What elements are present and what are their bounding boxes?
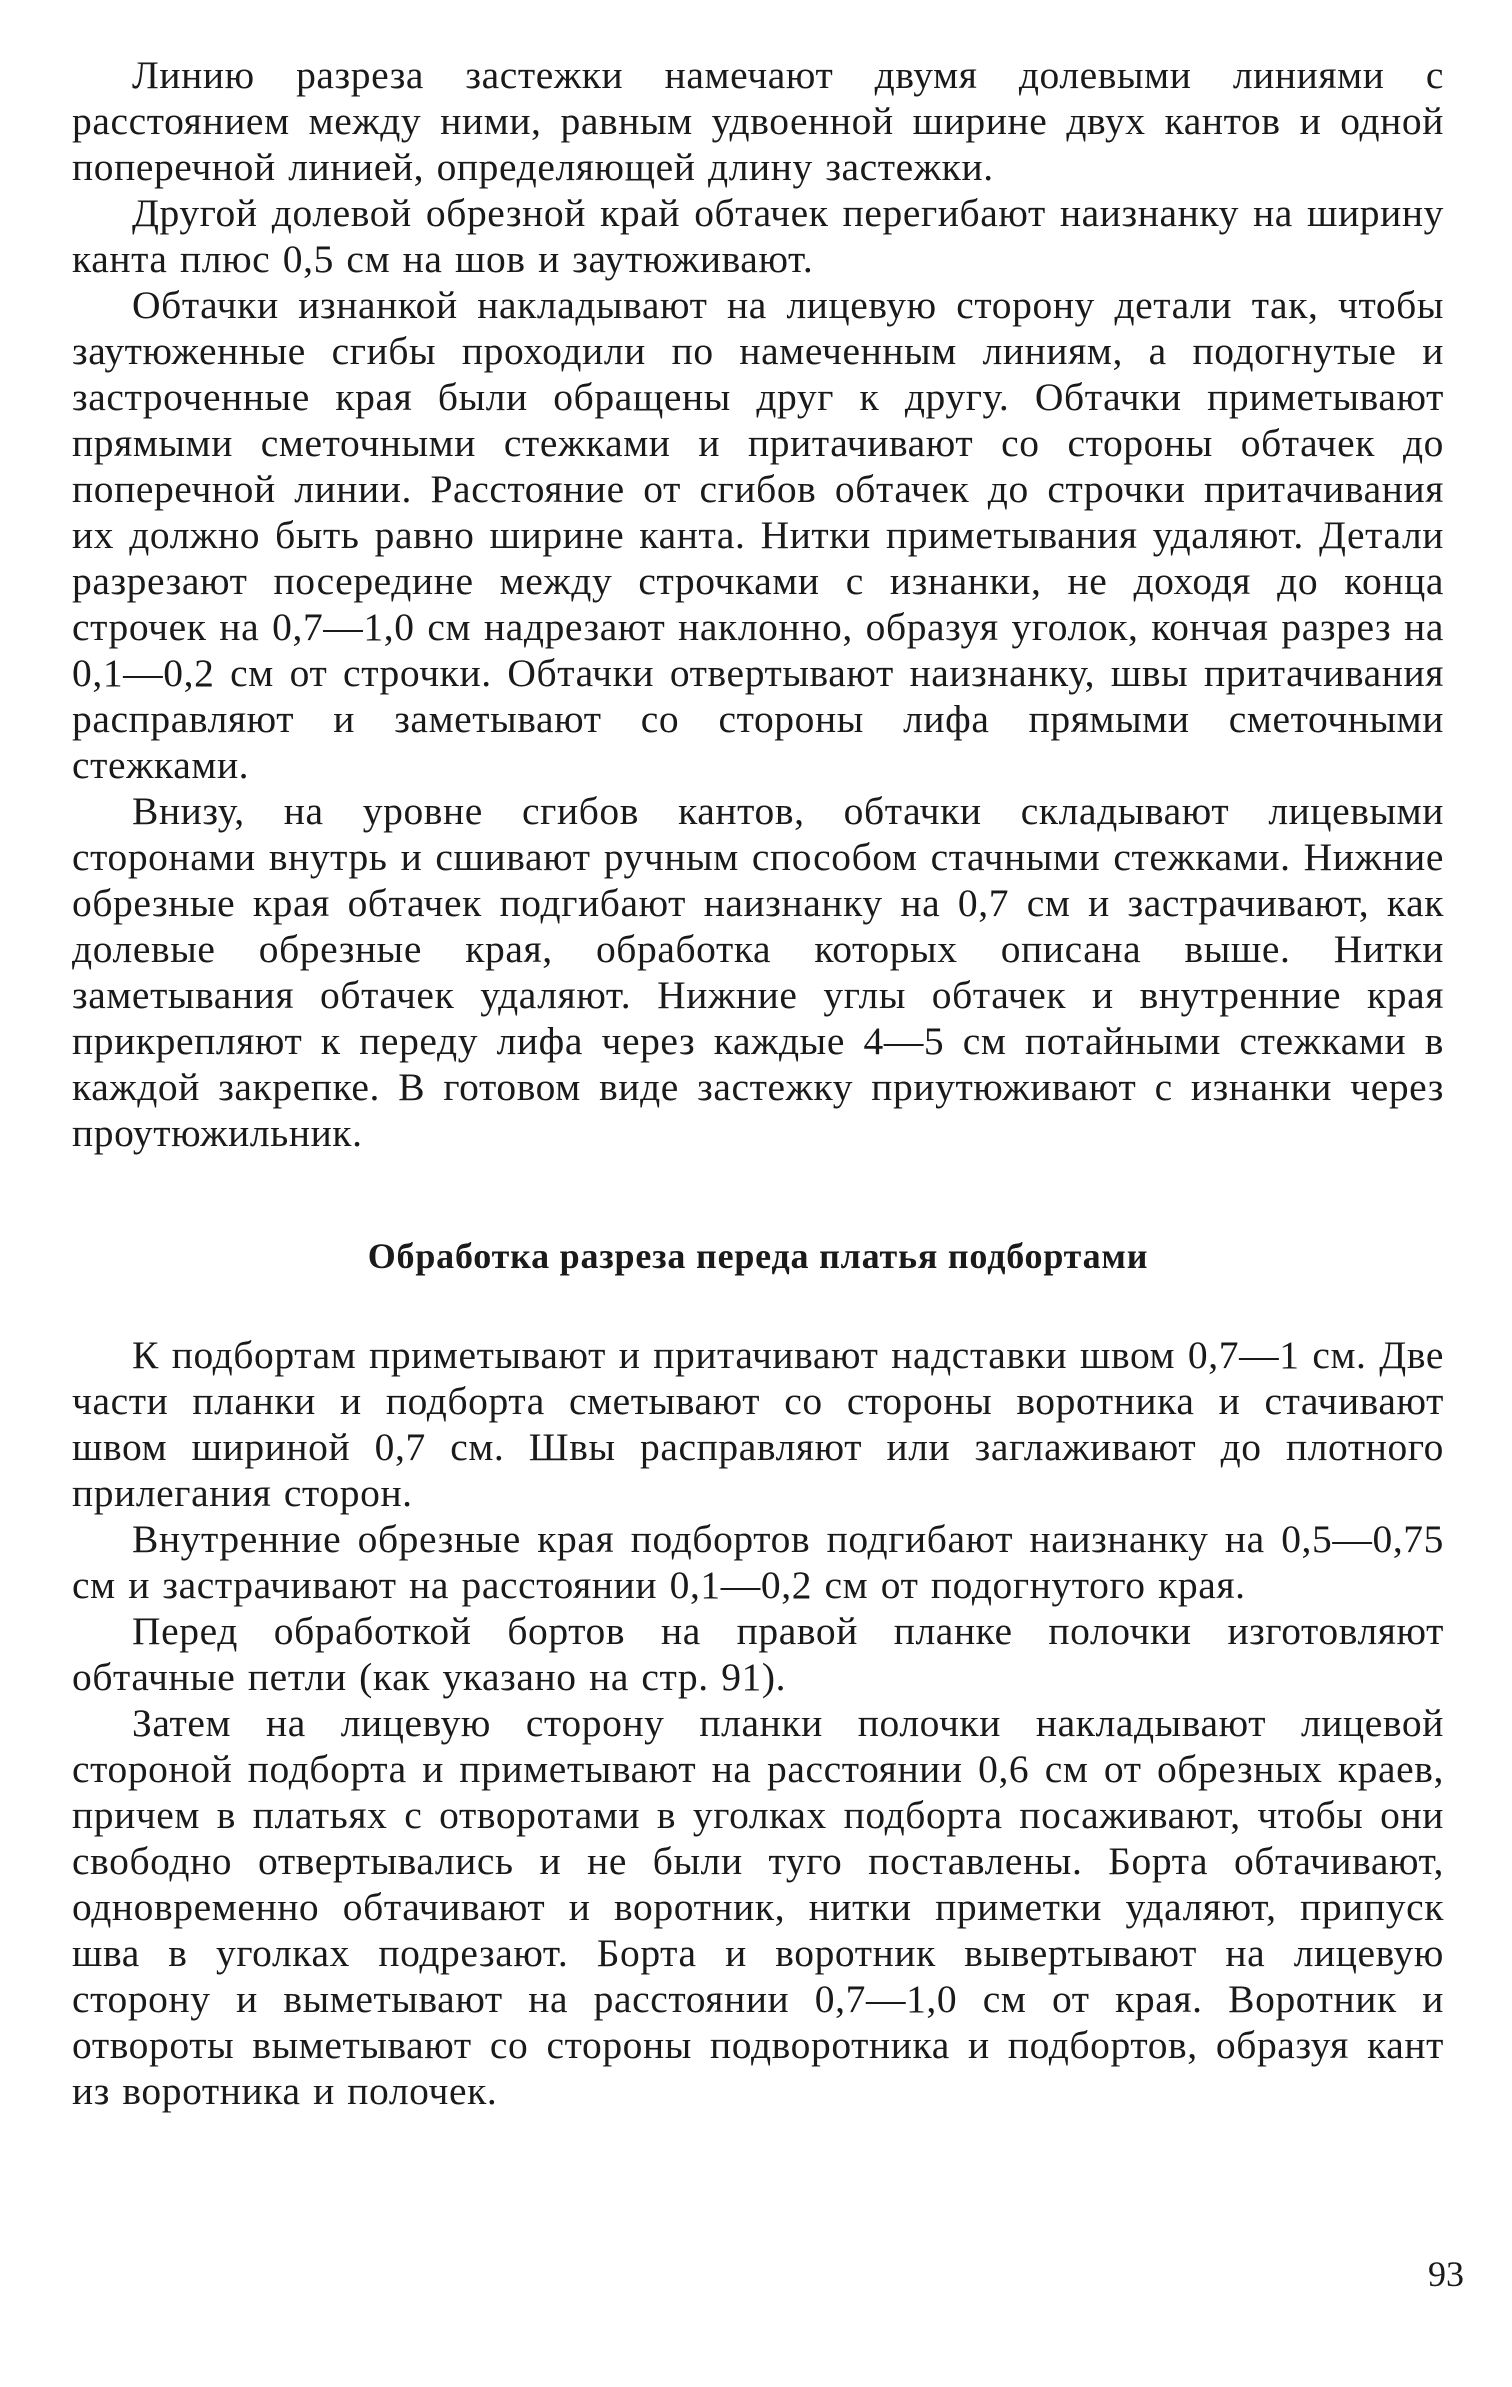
- paragraph: К подбортам приметывают и притачивают надставки швом 0,7—1 см. Две части планки и подборта сметывают со стороны воротника и стачивают швом шириной 0,7 см. Швы расправляют или заглаживают до плотного прилегания сторон.: [72, 1333, 1444, 1515]
- paragraph: Перед обработкой бортов на правой планке полочки изготовляют обтачные петли (как указано на стр. 91).: [72, 1609, 1444, 1699]
- paragraph: Линию разреза застежки намечают двумя долевыми линиями с расстоянием между ними, равным удвоенной ширине двух кантов и одной поперечной линией, определяющей длину застежки.: [72, 53, 1444, 189]
- paragraph: Внутренние обрезные края подбортов подгибают наизнанку на 0,5—0,75 см и застрачивают на расстоянии 0,1—0,2 см от подогнутого края.: [72, 1517, 1444, 1607]
- paragraph: Другой долевой обрезной край обтачек перегибают наизнанку на ширину канта плюс 0,5 см на шов и заутюживают.: [72, 191, 1444, 281]
- paragraph: Обтачки изнанкой накладывают на лицевую сторону детали так, чтобы заутюженные сгибы проходили по намеченным линиям, а подогнутые и застроченные края были обращены друг к другу. Обтачки приметывают прямыми сметочными стежками и притачивают со стороны обтачек до поперечной линии. Расстояние от сгибов обтачек до строчки притачивания их должно быть равно ширине канта. Нитки приметывания удаляют. Детали разрезают посередине между строчками с изнанки, не доходя до конца строчек на 0,7—1,0 см надрезают наклонно, образуя уголок, кончая разрез на 0,1—0,2 см от строчки. Обтачки отвертывают наизнанку, швы притачивания расправляют и заметывают со стороны лифа прямыми сметочными стежками.: [72, 283, 1444, 787]
- paragraph: Внизу, на уровне сгибов кантов, обтачки складывают лицевыми сторонами внутрь и сшивают ручным способом стачными стежками. Нижние обрезные края обтачек подгибают наизнанку на 0,7 см и застрачивают, как долевые обрезные края, обработка которых описана выше. Нитки заметывания обтачек удаляют. Нижние углы обтачек и внутренние края прикрепляют к переду лифа через каждые 4—5 см потайными стежками в каждой закрепке. В готовом виде застежку приутюживают с изнанки через проутюжильник.: [72, 789, 1444, 1155]
- section-heading: Обработка разреза переда платья подбортами: [367, 1236, 1149, 1276]
- page-number: 93: [1428, 2254, 1464, 2294]
- paragraph: Затем на лицевую сторону планки полочки накладывают лицевой стороной подборта и приметывают на расстоянии 0,6 см от обрезных краев, причем в платьях с отворотами в уголках подборта посаживают, чтобы они свободно отвертывались и не были туго поставлены. Борта обтачивают, одновременно обтачивают и воротник, нитки приметки удаляют, припуск шва в уголках подрезают. Борта и воротник вывертывают на лицевую сторону и выметывают на расстоянии 0,7—1,0 см от края. Воротник и отвороты выметывают со стороны подворотника и подбортов, образуя кант из воротника и полочек.: [72, 1701, 1444, 2113]
- page-body: [72, 52, 1444, 2114]
